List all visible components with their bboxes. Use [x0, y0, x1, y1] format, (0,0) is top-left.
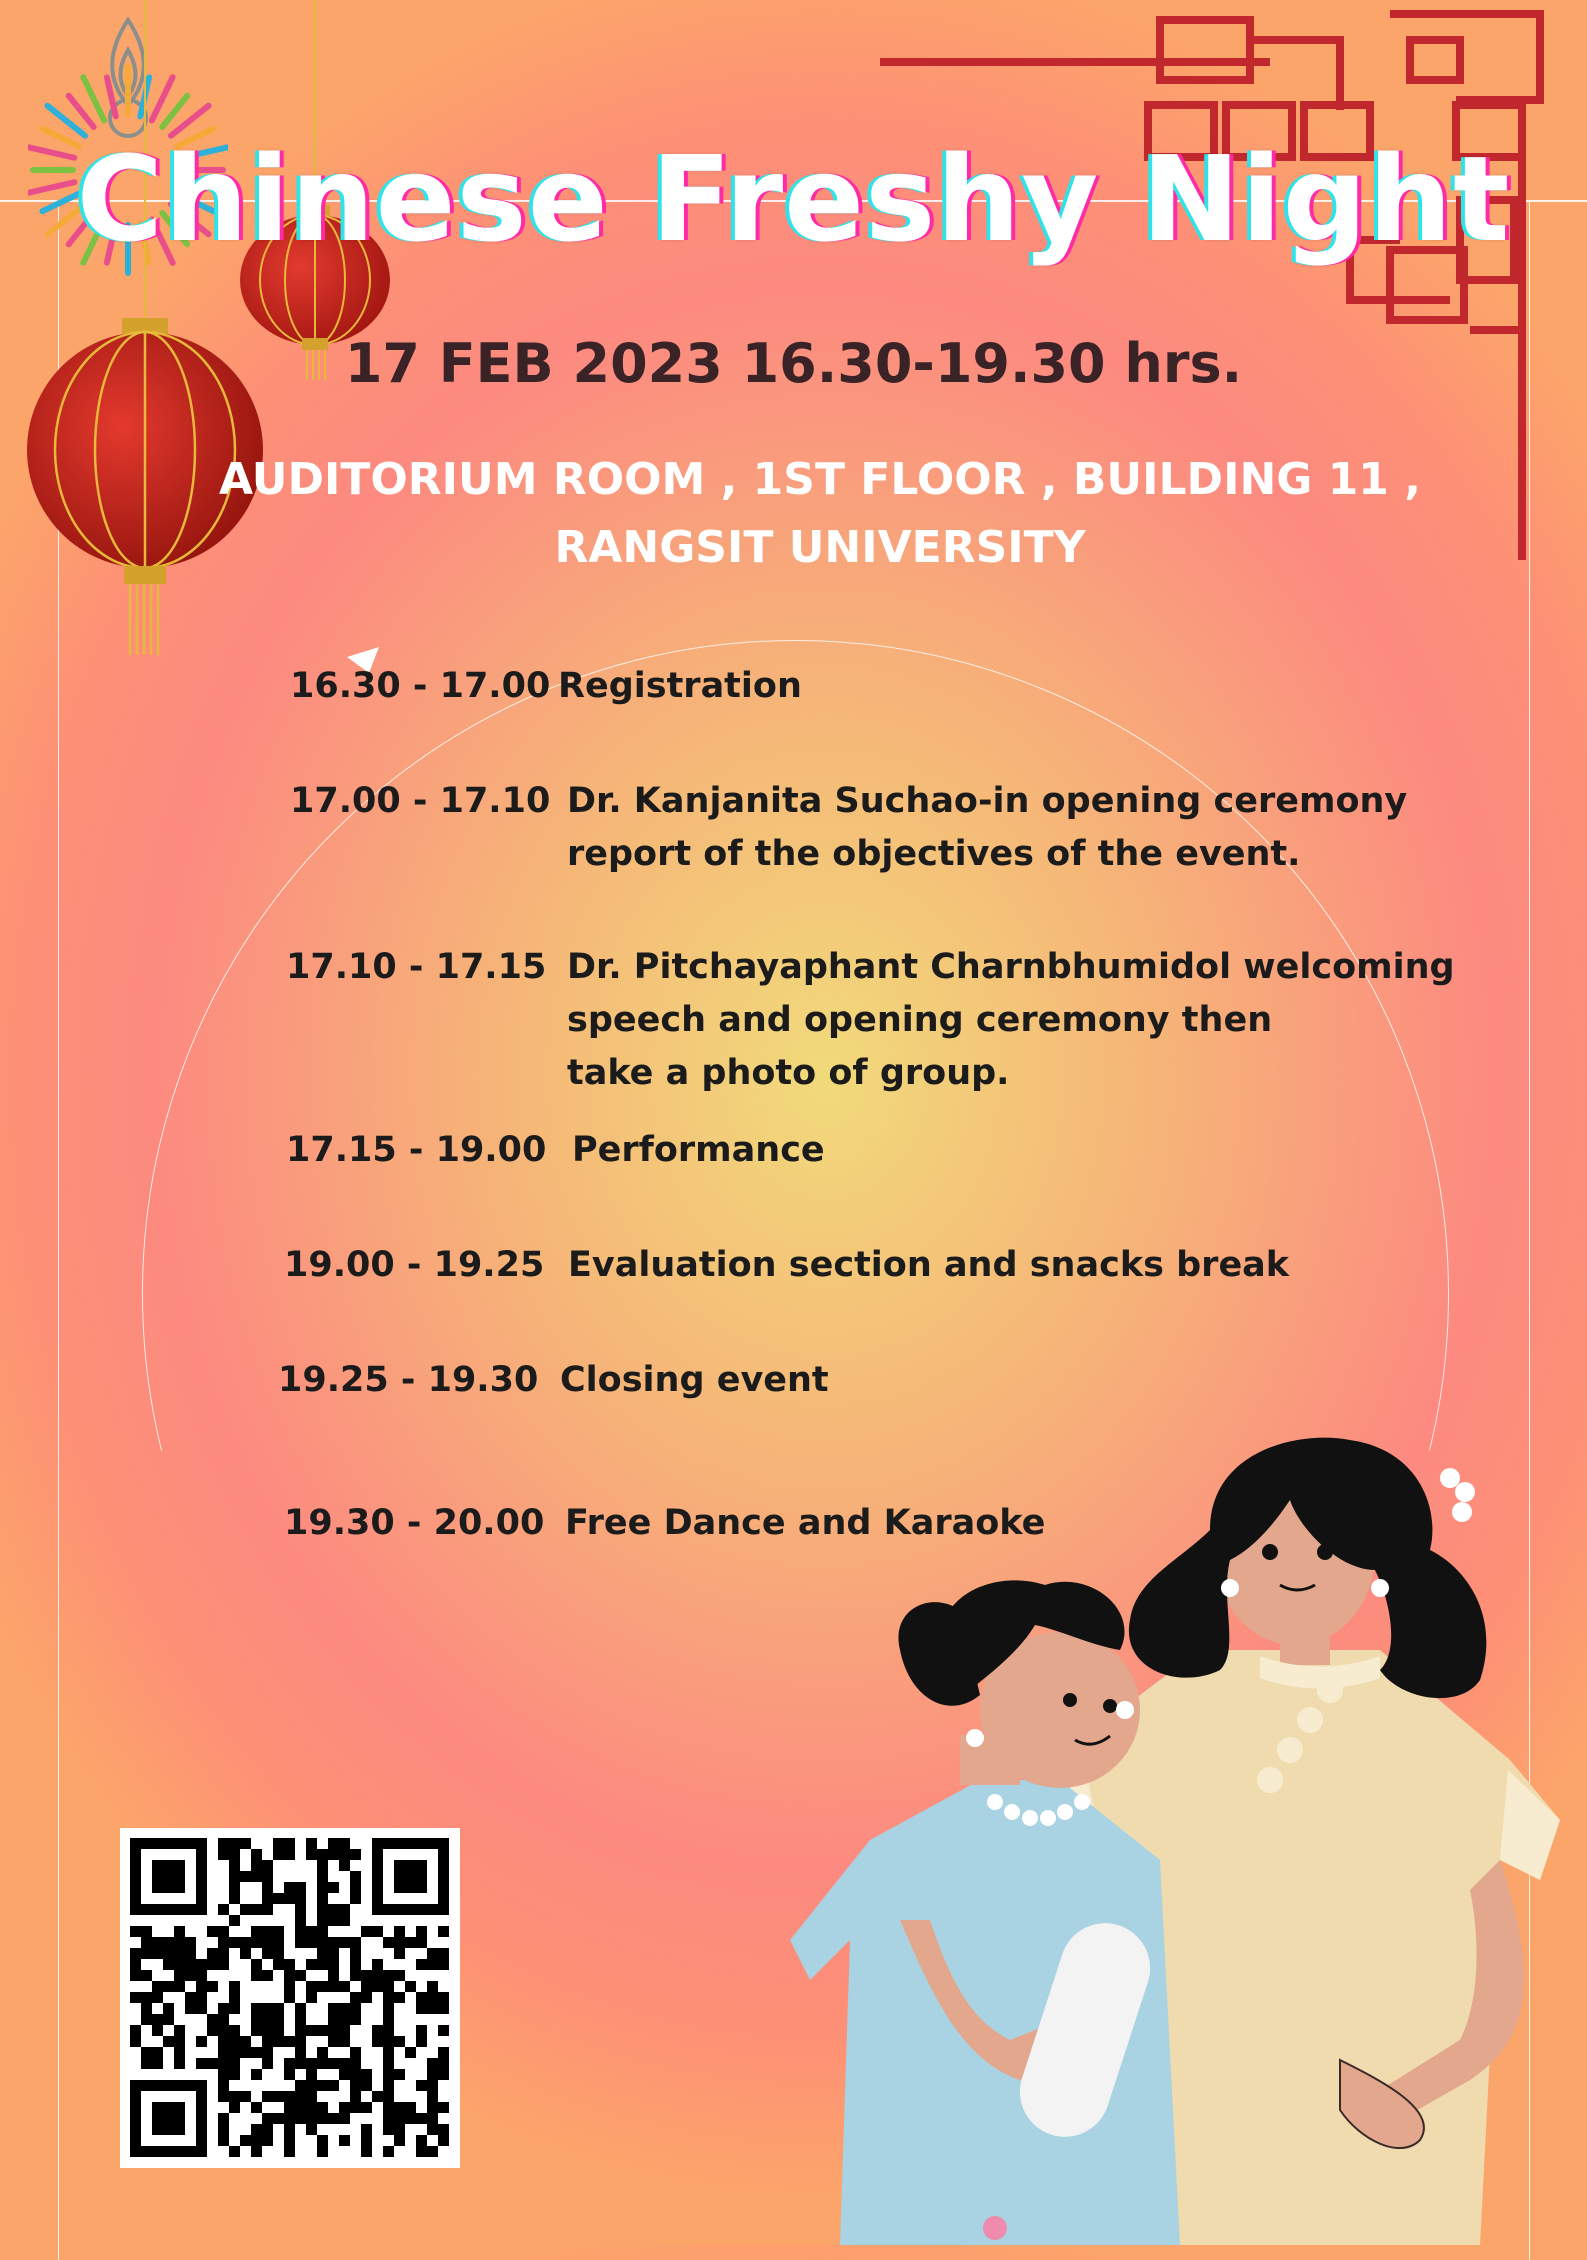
schedule-time: 16.30 - 17.00 — [290, 666, 551, 706]
schedule-description: take a photo of group. — [567, 1053, 1010, 1093]
page-title: Chinese Freshy Night — [76, 130, 1511, 268]
schedule-description: Evaluation section and snacks break — [568, 1245, 1290, 1285]
woman-blue-dress — [790, 1580, 1180, 2245]
qr-code-icon[interactable] — [120, 1828, 460, 2168]
schedule-description: speech and opening ceremony then — [567, 1000, 1273, 1040]
schedule-description: Performance — [572, 1130, 825, 1170]
schedule-time: 17.00 - 17.10 — [290, 781, 551, 821]
women-cheongsam-illustration — [780, 1420, 1587, 2245]
schedule-description: Free Dance and Karaoke — [565, 1503, 1046, 1543]
schedule-description: Dr. Pitchayaphant Charnbhumidol welcoming — [567, 947, 1455, 987]
schedule-time: 17.15 - 19.00 — [286, 1130, 547, 1170]
schedule-description: Closing event — [560, 1360, 829, 1400]
schedule-description: Registration — [558, 666, 802, 706]
schedule-time: 17.10 - 17.15 — [286, 947, 547, 987]
venue-line-2: RANGSIT UNIVERSITY — [554, 522, 1086, 573]
schedule-time: 19.30 - 20.00 — [284, 1503, 545, 1543]
schedule-time: 19.25 - 19.30 — [278, 1360, 539, 1400]
event-date: 17 FEB 2023 16.30-19.30 hrs. — [344, 332, 1243, 395]
event-venue — [0, 446, 1587, 582]
venue-line-1: AUDITORIUM ROOM , 1ST FLOOR , BUILDING 11 , — [219, 454, 1421, 505]
schedule-description: report of the objectives of the event. — [567, 834, 1301, 874]
schedule-description: Dr. Kanjanita Suchao-in opening ceremony — [567, 781, 1408, 821]
schedule-time: 19.00 - 19.25 — [284, 1245, 545, 1285]
